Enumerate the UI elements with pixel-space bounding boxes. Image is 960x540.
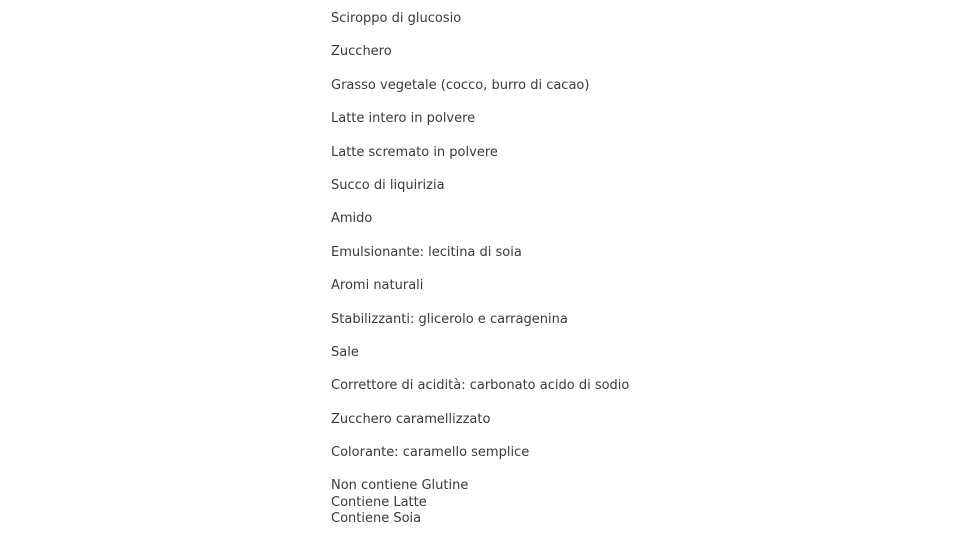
- ingredient-item: Zucchero caramellizzato: [331, 411, 491, 427]
- ingredient-item: Correttore di acidità: carbonato acido di sodio: [331, 378, 630, 394]
- ingredient-item: Sciroppo di glucosio: [331, 11, 462, 26]
- ingredient-item: Latte scremato in polvere: [331, 144, 498, 160]
- ingredients-list: [331, 10, 629, 477]
- allergen-info: [331, 478, 468, 528]
- ingredient-item: Aromi naturali: [331, 278, 424, 294]
- ingredient-item: Stabilizzanti: glicerolo e carragenina: [331, 311, 568, 327]
- ingredient-item: Zucchero: [331, 44, 392, 60]
- allergen-line: Contiene Soia: [331, 511, 422, 527]
- ingredient-item: Emulsionante: lecitina di soia: [331, 244, 522, 260]
- ingredient-item: Sale: [331, 344, 359, 360]
- ingredient-item: Amido: [331, 211, 373, 227]
- allergen-line: Contiene Latte: [331, 494, 427, 510]
- ingredient-item: Succo di liquirizia: [331, 177, 445, 193]
- allergen-line: Non contiene Glutine: [331, 478, 469, 493]
- ingredient-item: Colorante: caramello semplice: [331, 445, 530, 461]
- ingredient-item: Grasso vegetale (cocco, burro di cacao): [331, 77, 590, 93]
- ingredient-item: Latte intero in polvere: [331, 111, 476, 127]
